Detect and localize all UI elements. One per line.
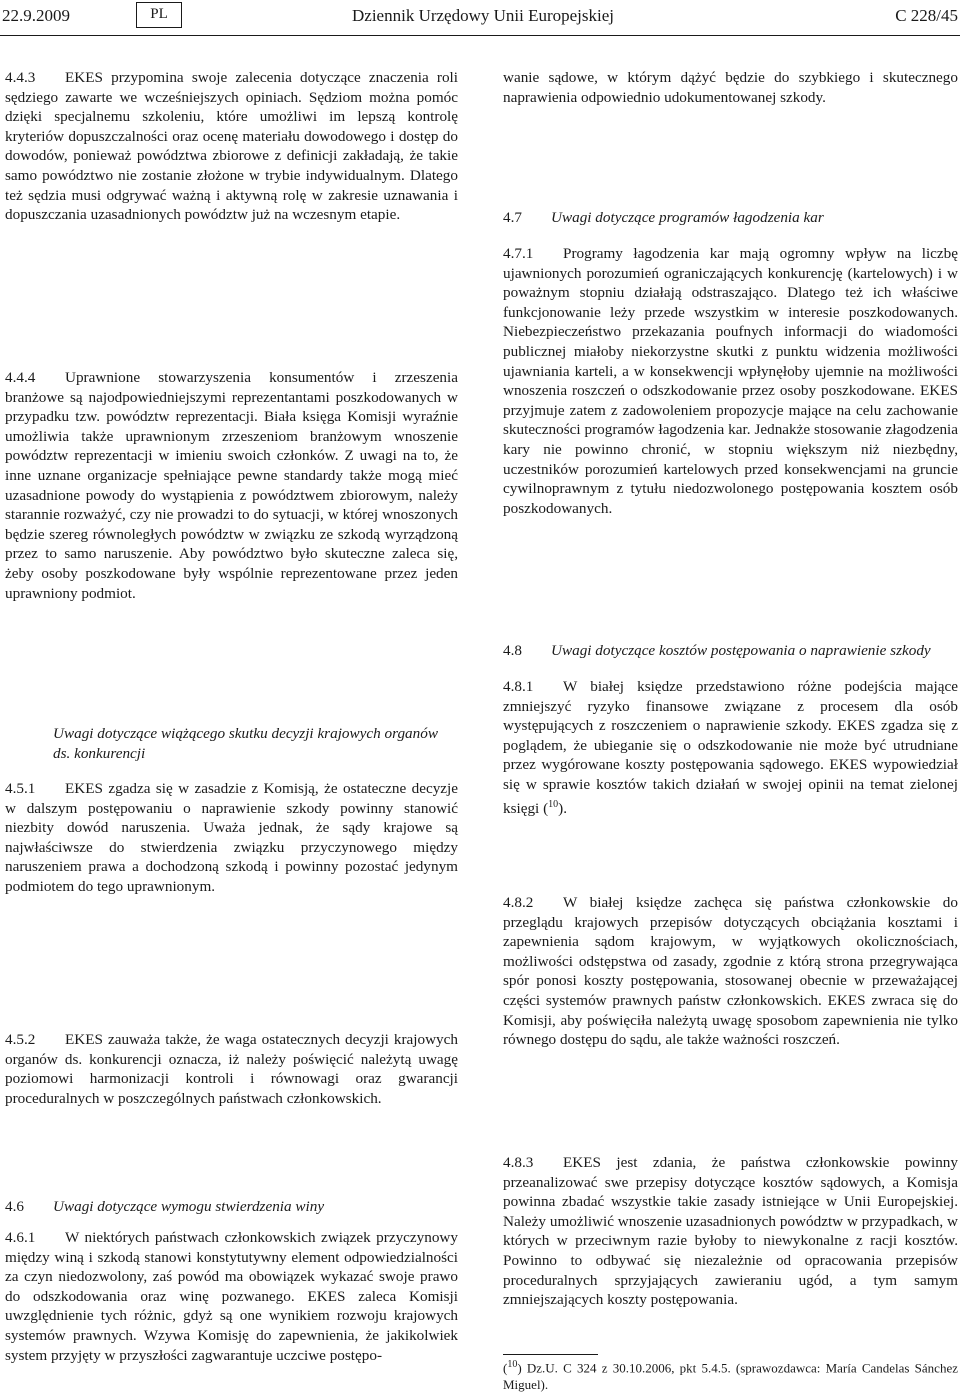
- issue-date: 22.9.2009: [2, 6, 70, 25]
- paragraph-4-5-1: [5, 779, 458, 897]
- paragraph-4-4-4: [5, 368, 458, 603]
- paragraph-4-5-2: [5, 1030, 458, 1108]
- paragraph-4-8-2: [503, 893, 958, 1050]
- paragraph-number: 4.8.3: [503, 1154, 534, 1171]
- paragraph-text: EKES jest zdania, że państwa członkowskie powinny przeanalizować swe przepisy dotyczące kosztów sądowych, a Komisja powinna zbadać wszystkie takie zasady istniejące w Unii Europejskiej. Należy umożliwić wnoszenie uzasadnionych powództw w przypadkach, w których w przeciwnym razie byłoby to niewykonalne z racji kosztów. Powinno to odbywać się niezależnie od opracowania przepisów proceduralnych sprzyjających zawieraniu ugód, a tym samym zmniejszających koszty postępowania.: [503, 1154, 958, 1309]
- heading-number: 4.6: [5, 1198, 24, 1215]
- paragraph-4-7-1: [503, 244, 958, 518]
- paragraph-number: 4.4.3: [5, 69, 36, 86]
- footnote-reference[interactable]: 10: [548, 798, 559, 810]
- publication-title: Dziennik Urzędowy Unii Europejskiej: [352, 6, 615, 25]
- paragraph-text: EKES zauważa także, że waga ostatecznych decyzji krajowych organów ds. konkurencji oznacza, iż należy poświęcić należytą uwagę poziomowi harmonizacji kontroli i równowagi oraz gwarancji proceduralnych w poszczególnych państwach członkowskich.: [5, 1031, 458, 1107]
- footnote: ($^{10}$) Dz.U. C 324 z 30.10.2006, pkt 5.4.5. (sprawozdawca: María Candelas Sánchez Miguel).: [503, 1359, 958, 1393]
- paragraph-4-4-3: [5, 68, 458, 225]
- paragraph-number: 4.8.2: [503, 894, 534, 911]
- footnote-number: 10: [507, 1359, 518, 1370]
- paragraph-number: 4.7.1: [503, 245, 534, 262]
- heading-text: Uwagi dotyczące kosztów postępowania o naprawienie szkody: [551, 642, 931, 659]
- section-heading-4-7: [503, 208, 958, 228]
- heading-number: 4.8: [503, 642, 522, 659]
- heading-text: Uwagi dotyczące wiążącego skutku decyzji krajowych organów ds. konkurencji: [53, 725, 438, 762]
- paragraph-number: 4.5.2: [5, 1031, 36, 1048]
- heading-number: [5, 724, 53, 744]
- footnote-rule: [503, 1354, 598, 1355]
- heading-text: Uwagi dotyczące wymogu stwierdzenia winy: [53, 1198, 325, 1215]
- paragraph-4-8-1: [503, 677, 958, 818]
- section-heading-4-6: [5, 1197, 458, 1217]
- paragraph-text: W białej księdze zachęca się państwa członkowskie do przeglądu krajowych przepisów dotyczących obciążania kosztami i zapewnienia sądom krajowym, w wyjątkowych okolicznościach, możliwości odstępstwa od zasady, zgodnie z którą strona przegrywająca spór ponosi koszty postępowania, stosowanej obecnie w przeważającej części systemów prawnych państw członkowskich. EKES zwraca się do Komisji, aby poświęciła należytą uwagę sposobom zapewnienia nie tylko równego dostępu do sądu, ale także ważności roszczeń.: [503, 894, 958, 1049]
- paragraph-number: 4.4.4: [5, 369, 36, 386]
- paragraph-number: 4.5.1: [5, 780, 36, 797]
- paragraph-text: EKES zgadza się w zasadzie z Komisją, że ostateczne decyzje w dalszym postępowaniu o naprawienie szkody powinny stanowić niezbity dowód naruszenia. Uważa jednak, że sądy krajowe są najwłaściwsze do stwierdzenia związku przyczynowego między naruszeniem prawa a dochodzoną szkodą i powinny pozostać jedynym podmiotem do tego uprawnionym.: [5, 780, 458, 895]
- paragraph-tail: ).: [558, 799, 567, 817]
- page-header: [0, 2, 960, 32]
- paragraph-4-6-1: [5, 1228, 458, 1365]
- paragraph-number: 4.6.1: [5, 1229, 36, 1246]
- footnote-text: Dz.U. C 324 z 30.10.2006, pkt 5.4.5. (sprawozdawca: María Candelas Sánchez Miguel).: [503, 1360, 958, 1393]
- paragraph-text: W niektórych państwach członkowskich związek przyczynowy między winą i szkodą stanowi konstytutywny element odpowiedzialności za czyn niedozwolony, zaś powód ma obowiązek wykazać swoje prawo do odszkodowania oraz winę pozwanego. EKES zaleca Komisji uwzględnienie tych różnic, gdyż są one wynikiem rozwoju krajowych systemów prawnych. Wzywa Komisję do zapewnienia, że jakikolwiek system przyjęty w przyszłości zagwarantuje uczciwe postępo-: [5, 1229, 458, 1364]
- paragraph-text: wanie sądowe, w którym dążyć będzie do szybkiego i skutecznego naprawienia odpowiednio udokumentowanej szkody.: [503, 69, 958, 106]
- heading-text: Uwagi dotyczące programów łagodzenia kar: [551, 209, 824, 226]
- language-badge: PL: [136, 2, 182, 28]
- header-rule: [0, 35, 960, 36]
- page-reference: C 228/45: [895, 6, 958, 25]
- section-heading-4-5: [5, 724, 458, 763]
- paragraph-text: Uprawnione stowarzyszenia konsumentów i zrzeszenia branżowe są najodpowiedniejszymi reprezentantami poszkodowanych w przypadku tzw. powództw reprezentacji. Biała księga Komisji wyraźnie umożliwia także uprawnionym zrzeszeniom branżowym wnoszenie powództw reprezentacji w imieniu swoich członków. Z uwagi na to, że inne uznane organizacje spełniające pewne standardy także mogą mieć uzasadnione powody do wystąpienia z powództwem zbiorowym, należy starannie rozważyć, czy nie prowadzi to do sytuacji, w której wnoszonych będzie szereg równoległych powództw w związku ze szkodą wyrządzoną przez to samo naruszenie. Aby powództwo było skuteczne zaleca się, żeby osoby poszkodowane były wspólnie reprezentowane przez jeden uprawniony podmiot.: [5, 369, 458, 602]
- paragraph-text: EKES przypomina swoje zalecenia dotyczące znaczenia roli sędziego zawarte we wcześniejszych opiniach. Sędziom można pomóc dzięki specjalnemu szkoleniu, które umożliwi im lepszą kontrolę kryteriów dopuszczalności oraz ocenę materiału dowodowego i dostęp do dowodów, ponieważ powództwa zbiorowe z definicji zakładają, że takie samo powództwo nie zostanie złożone w trybie indywidualnym. Dlatego też sędzia musi odgrywać ważną i aktywną rolę w zakresie uznawania i dopuszczania uzasadnionych powództw już na wczesnym etapie.: [5, 69, 458, 224]
- paragraph-number: 4.8.1: [503, 678, 534, 695]
- paragraph-text: W białej księdze przedstawiono różne podejścia mające zmniejszyć ryzyko finansowe związane z procesem dla osób występujących z roszczeniem o naprawienie szkody. EKES zgadza się z poglądem, że ubieganie się o odszkodowanie nie może być utrudniane przez wygórowane koszty postępowania sądowego. EKES wypowiedział się w sprawie kosztów takich działań w swojej opinii na temat zielonej księgi (: [503, 678, 958, 817]
- paragraph-text: Programy łagodzenia kar mają ogromny wpływ na liczbę ujawnionych porozumień ograniczających konkurencję (kartelowych) i w poważnym stopniu działają odstraszająco. Dlatego też ich właściwe funkcjonowanie leży przede wszystkim w interesie poszkodowanych. Niebezpieczeństwo przekazania poufnych informacji do wiadomości publicznej miałoby niekorzystne skutki z punktu widzenia możliwości ujawniania karteli, a w konsekwencji wpłynęłoby ujemnie na możliwości wnoszenia roszczeń o odszkodowanie przez osoby poszkodowane. EKES przyjmuje zatem z zadowoleniem propozycje mające na celu zachowanie skuteczności programów łagodzenia kar. Jednakże stosowanie złagodzenia kary nie powinno chronić, w stopniu większym niż niezbędny, uczestników porozumień kartelowych przed konsekwencjami na gruncie cywilnoprawnym z tytułu niedozwolonego postępowania kosztem osób poszkodowanych.: [503, 245, 958, 517]
- paragraph-4-8-3: [503, 1153, 958, 1310]
- section-heading-4-8: [503, 641, 960, 661]
- paragraph-continuation: [503, 68, 958, 107]
- heading-number: 4.7: [503, 209, 522, 226]
